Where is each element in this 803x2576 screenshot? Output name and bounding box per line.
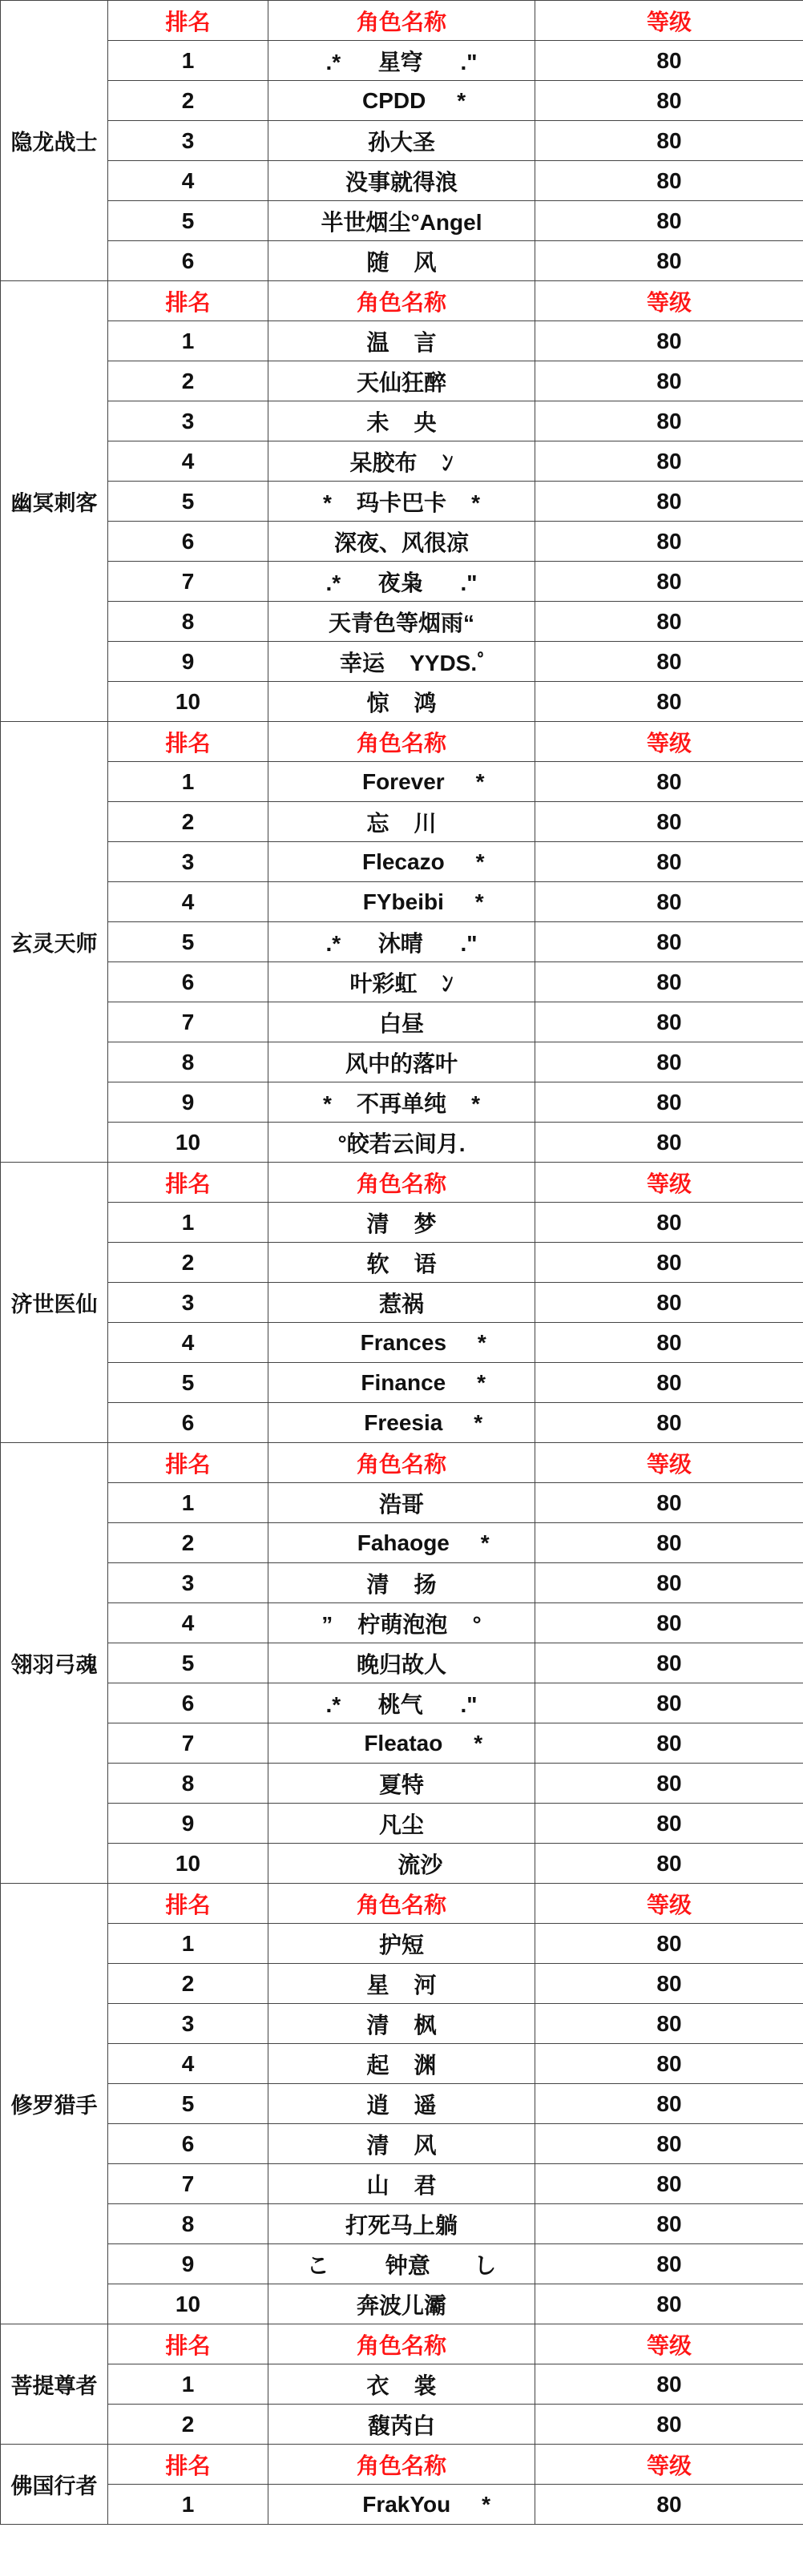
level-cell: 80 bbox=[535, 2485, 803, 2525]
group-header-row bbox=[1, 2445, 803, 2485]
rank-cell: 5 bbox=[108, 1363, 268, 1403]
character-name-cell: 衣 裳 bbox=[268, 2364, 535, 2405]
table-row bbox=[1, 361, 803, 401]
level-cell: 80 bbox=[535, 602, 803, 642]
table-row bbox=[1, 962, 803, 1002]
level-cell: 80 bbox=[535, 682, 803, 722]
level-cell: 80 bbox=[535, 1683, 803, 1723]
group-header-row bbox=[1, 2324, 803, 2364]
rank-cell: 1 bbox=[108, 2364, 268, 2405]
level-cell: 80 bbox=[535, 41, 803, 81]
rank-cell: 6 bbox=[108, 2124, 268, 2164]
group-header-row bbox=[1, 1, 803, 41]
character-name-cell: 惹祸 bbox=[268, 1283, 535, 1323]
table-row bbox=[1, 602, 803, 642]
header-name-cell: 角色名称 bbox=[268, 2445, 535, 2485]
rank-cell: 6 bbox=[108, 241, 268, 281]
level-cell: 80 bbox=[535, 2284, 803, 2324]
rank-cell: 7 bbox=[108, 1723, 268, 1764]
level-cell: 80 bbox=[535, 922, 803, 962]
character-name-cell: 清 梦 bbox=[268, 1203, 535, 1243]
rank-cell: 3 bbox=[108, 842, 268, 882]
table-row bbox=[1, 1924, 803, 1964]
character-name-cell: 深夜、风很凉 bbox=[268, 522, 535, 562]
table-row bbox=[1, 2204, 803, 2244]
class-name-cell: 翎羽弓魂 bbox=[1, 1443, 108, 1884]
character-name-cell: FYbeibi * bbox=[268, 882, 535, 922]
rank-cell: 5 bbox=[108, 482, 268, 522]
rank-cell: 9 bbox=[108, 1082, 268, 1123]
character-name-cell: 逍 遥 bbox=[268, 2084, 535, 2124]
character-name-cell: 山 君 bbox=[268, 2164, 535, 2204]
table-row bbox=[1, 642, 803, 682]
character-name-cell: ” 柠萌泡泡 ° bbox=[268, 1603, 535, 1643]
level-cell: 80 bbox=[535, 361, 803, 401]
character-name-cell: Flecazo * bbox=[268, 842, 535, 882]
table-row bbox=[1, 2004, 803, 2044]
header-name-cell: 角色名称 bbox=[268, 1443, 535, 1483]
level-cell: 80 bbox=[535, 321, 803, 361]
character-name-cell: 白昼 bbox=[268, 1002, 535, 1042]
table-row bbox=[1, 2244, 803, 2284]
table-row bbox=[1, 922, 803, 962]
level-cell: 80 bbox=[535, 2084, 803, 2124]
level-cell: 80 bbox=[535, 1203, 803, 1243]
table-row bbox=[1, 1683, 803, 1723]
level-cell: 80 bbox=[535, 201, 803, 241]
rank-cell: 1 bbox=[108, 1483, 268, 1523]
level-cell: 80 bbox=[535, 522, 803, 562]
character-name-cell: 夏特 bbox=[268, 1764, 535, 1804]
table-row bbox=[1, 161, 803, 201]
rank-cell: 6 bbox=[108, 962, 268, 1002]
table-row bbox=[1, 522, 803, 562]
character-name-cell: .* 星穹 ." bbox=[268, 41, 535, 81]
table-row bbox=[1, 2485, 803, 2525]
character-name-cell: 温 言 bbox=[268, 321, 535, 361]
character-name-cell: 流沙 bbox=[268, 1844, 535, 1884]
character-name-cell: 风中的落叶 bbox=[268, 1042, 535, 1082]
header-name-cell: 角色名称 bbox=[268, 1163, 535, 1203]
character-name-cell: Freesia * bbox=[268, 1403, 535, 1443]
table-row bbox=[1, 1283, 803, 1323]
level-cell: 80 bbox=[535, 1563, 803, 1603]
character-name-cell: 起 渊 bbox=[268, 2044, 535, 2084]
rank-cell: 3 bbox=[108, 1283, 268, 1323]
table-row bbox=[1, 1603, 803, 1643]
level-cell: 80 bbox=[535, 2364, 803, 2405]
header-level-cell: 等级 bbox=[535, 281, 803, 321]
rank-cell: 5 bbox=[108, 922, 268, 962]
character-name-cell: 软 语 bbox=[268, 1243, 535, 1283]
table-row bbox=[1, 321, 803, 361]
table-row bbox=[1, 1723, 803, 1764]
rank-cell: 10 bbox=[108, 1844, 268, 1884]
level-cell: 80 bbox=[535, 1042, 803, 1082]
table-row bbox=[1, 201, 803, 241]
level-cell: 80 bbox=[535, 1844, 803, 1884]
rank-cell: 8 bbox=[108, 1764, 268, 1804]
character-name-cell: .* 桃气 ." bbox=[268, 1683, 535, 1723]
table-row bbox=[1, 1323, 803, 1363]
level-cell: 80 bbox=[535, 81, 803, 121]
rank-cell: 5 bbox=[108, 201, 268, 241]
table-row bbox=[1, 2364, 803, 2405]
level-cell: 80 bbox=[535, 562, 803, 602]
table-row bbox=[1, 482, 803, 522]
class-name-cell: 修罗猎手 bbox=[1, 1884, 108, 2324]
table-row bbox=[1, 1804, 803, 1844]
character-name-cell: 天仙狂醉 bbox=[268, 361, 535, 401]
level-cell: 80 bbox=[535, 1323, 803, 1363]
header-level-cell: 等级 bbox=[535, 1884, 803, 1924]
character-name-cell: 清 枫 bbox=[268, 2004, 535, 2044]
header-name-cell: 角色名称 bbox=[268, 2324, 535, 2364]
class-name-cell: 玄灵天师 bbox=[1, 722, 108, 1163]
character-name-cell: 叶彩虹 ﾝ bbox=[268, 962, 535, 1002]
rank-cell: 6 bbox=[108, 1683, 268, 1723]
header-name-cell: 角色名称 bbox=[268, 1884, 535, 1924]
table-row bbox=[1, 1643, 803, 1683]
table-row bbox=[1, 1243, 803, 1283]
rank-cell: 1 bbox=[108, 2485, 268, 2525]
rank-cell: 9 bbox=[108, 2244, 268, 2284]
rank-cell: 2 bbox=[108, 2405, 268, 2445]
character-name-cell: 奔波儿灞 bbox=[268, 2284, 535, 2324]
level-cell: 80 bbox=[535, 802, 803, 842]
character-name-cell: .* 夜枭 ." bbox=[268, 562, 535, 602]
header-level-cell: 等级 bbox=[535, 1163, 803, 1203]
table-row bbox=[1, 1002, 803, 1042]
rank-cell: 10 bbox=[108, 682, 268, 722]
character-name-cell: 没事就得浪 bbox=[268, 161, 535, 201]
rank-cell: 4 bbox=[108, 1603, 268, 1643]
level-cell: 80 bbox=[535, 1403, 803, 1443]
character-name-cell: 未 央 bbox=[268, 401, 535, 441]
header-rank-cell: 排名 bbox=[108, 722, 268, 762]
table-row bbox=[1, 1844, 803, 1884]
table-row bbox=[1, 1523, 803, 1563]
level-cell: 80 bbox=[535, 2405, 803, 2445]
level-cell: 80 bbox=[535, 2204, 803, 2244]
character-name-cell: 忘 川 bbox=[268, 802, 535, 842]
level-cell: 80 bbox=[535, 1924, 803, 1964]
table-row bbox=[1, 401, 803, 441]
table-row bbox=[1, 121, 803, 161]
header-name-cell: 角色名称 bbox=[268, 281, 535, 321]
level-cell: 80 bbox=[535, 121, 803, 161]
table-row bbox=[1, 562, 803, 602]
rank-cell: 4 bbox=[108, 161, 268, 201]
rank-cell: 1 bbox=[108, 1203, 268, 1243]
rank-cell: 2 bbox=[108, 1523, 268, 1563]
rank-cell: 2 bbox=[108, 361, 268, 401]
character-name-cell: 清 风 bbox=[268, 2124, 535, 2164]
level-cell: 80 bbox=[535, 1523, 803, 1563]
character-name-cell: 天青色等烟雨“ bbox=[268, 602, 535, 642]
table-body bbox=[1, 1, 803, 2525]
level-cell: 80 bbox=[535, 1764, 803, 1804]
table-row bbox=[1, 2164, 803, 2204]
table-row bbox=[1, 2124, 803, 2164]
rank-cell: 1 bbox=[108, 762, 268, 802]
rank-cell: 4 bbox=[108, 882, 268, 922]
table-row bbox=[1, 1082, 803, 1123]
rank-cell: 9 bbox=[108, 642, 268, 682]
header-level-cell: 等级 bbox=[535, 1443, 803, 1483]
level-cell: 80 bbox=[535, 1483, 803, 1523]
level-cell: 80 bbox=[535, 962, 803, 1002]
table-row bbox=[1, 81, 803, 121]
table-row bbox=[1, 1363, 803, 1403]
rank-cell: 8 bbox=[108, 1042, 268, 1082]
group-header-row bbox=[1, 281, 803, 321]
header-rank-cell: 排名 bbox=[108, 1, 268, 41]
level-cell: 80 bbox=[535, 1363, 803, 1403]
character-name-cell: Forever * bbox=[268, 762, 535, 802]
table-row bbox=[1, 441, 803, 482]
header-name-cell: 角色名称 bbox=[268, 1, 535, 41]
character-name-cell: 凡尘 bbox=[268, 1804, 535, 1844]
level-cell: 80 bbox=[535, 2004, 803, 2044]
character-name-cell: Fahaoge * bbox=[268, 1523, 535, 1563]
rank-cell: 2 bbox=[108, 81, 268, 121]
table-row bbox=[1, 1483, 803, 1523]
rank-cell: 6 bbox=[108, 522, 268, 562]
rank-cell: 4 bbox=[108, 2044, 268, 2084]
header-name-cell: 角色名称 bbox=[268, 722, 535, 762]
table-row bbox=[1, 2084, 803, 2124]
character-name-cell: 惊 鸿 bbox=[268, 682, 535, 722]
header-level-cell: 等级 bbox=[535, 1, 803, 41]
group-header-row bbox=[1, 722, 803, 762]
table-row bbox=[1, 1563, 803, 1603]
character-name-cell: 星 河 bbox=[268, 1964, 535, 2004]
header-rank-cell: 排名 bbox=[108, 1163, 268, 1203]
header-level-cell: 等级 bbox=[535, 722, 803, 762]
level-cell: 80 bbox=[535, 241, 803, 281]
character-name-cell: 半世烟尘°Angel bbox=[268, 201, 535, 241]
rank-cell: 9 bbox=[108, 1804, 268, 1844]
rank-cell: 8 bbox=[108, 602, 268, 642]
rank-cell: 1 bbox=[108, 41, 268, 81]
level-cell: 80 bbox=[535, 1643, 803, 1683]
character-name-cell: Frances * bbox=[268, 1323, 535, 1363]
character-name-cell: Finance * bbox=[268, 1363, 535, 1403]
table-row bbox=[1, 1403, 803, 1443]
header-rank-cell: 排名 bbox=[108, 281, 268, 321]
level-cell: 80 bbox=[535, 1002, 803, 1042]
character-name-cell: FrakYou * bbox=[268, 2485, 535, 2525]
level-cell: 80 bbox=[535, 441, 803, 482]
level-cell: 80 bbox=[535, 2124, 803, 2164]
table-row bbox=[1, 882, 803, 922]
level-cell: 80 bbox=[535, 1283, 803, 1323]
rank-cell: 4 bbox=[108, 441, 268, 482]
class-name-cell: 菩提尊者 bbox=[1, 2324, 108, 2445]
rank-cell: 2 bbox=[108, 802, 268, 842]
character-name-cell: 随 风 bbox=[268, 241, 535, 281]
character-name-cell: 晚归故人 bbox=[268, 1643, 535, 1683]
rank-cell: 5 bbox=[108, 2084, 268, 2124]
class-name-cell: 幽冥刺客 bbox=[1, 281, 108, 722]
level-cell: 80 bbox=[535, 482, 803, 522]
character-name-cell: CPDD * bbox=[268, 81, 535, 121]
rank-cell: 10 bbox=[108, 1123, 268, 1163]
rank-cell: 2 bbox=[108, 1243, 268, 1283]
character-name-cell: 护短 bbox=[268, 1924, 535, 1964]
character-name-cell: 浩哥 bbox=[268, 1483, 535, 1523]
level-cell: 80 bbox=[535, 882, 803, 922]
table-row bbox=[1, 1964, 803, 2004]
character-name-cell: * 不再单纯 * bbox=[268, 1082, 535, 1123]
rank-cell: 2 bbox=[108, 1964, 268, 2004]
level-cell: 80 bbox=[535, 762, 803, 802]
group-header-row bbox=[1, 1163, 803, 1203]
table-row bbox=[1, 682, 803, 722]
rank-cell: 3 bbox=[108, 1563, 268, 1603]
rank-cell: 7 bbox=[108, 1002, 268, 1042]
group-header-row bbox=[1, 1884, 803, 1924]
level-cell: 80 bbox=[535, 2044, 803, 2084]
level-cell: 80 bbox=[535, 842, 803, 882]
rank-cell: 7 bbox=[108, 2164, 268, 2204]
header-rank-cell: 排名 bbox=[108, 2445, 268, 2485]
header-rank-cell: 排名 bbox=[108, 1884, 268, 1924]
rank-cell: 7 bbox=[108, 562, 268, 602]
rank-cell: 8 bbox=[108, 2204, 268, 2244]
character-name-cell: * 玛卡巴卡 * bbox=[268, 482, 535, 522]
level-cell: 80 bbox=[535, 401, 803, 441]
level-cell: 80 bbox=[535, 1123, 803, 1163]
rank-cell: 4 bbox=[108, 1323, 268, 1363]
table-row bbox=[1, 2405, 803, 2445]
rank-cell: 3 bbox=[108, 121, 268, 161]
header-rank-cell: 排名 bbox=[108, 1443, 268, 1483]
level-cell: 80 bbox=[535, 1603, 803, 1643]
level-cell: 80 bbox=[535, 2244, 803, 2284]
character-name-cell: 呆胶布 ﾝ bbox=[268, 441, 535, 482]
rank-cell: 3 bbox=[108, 2004, 268, 2044]
character-name-cell: 清 扬 bbox=[268, 1563, 535, 1603]
rank-cell: 6 bbox=[108, 1403, 268, 1443]
table-row bbox=[1, 41, 803, 81]
level-cell: 80 bbox=[535, 1964, 803, 2004]
table-row bbox=[1, 241, 803, 281]
character-name-cell: 馥芮白 bbox=[268, 2405, 535, 2445]
rank-cell: 3 bbox=[108, 401, 268, 441]
header-level-cell: 等级 bbox=[535, 2324, 803, 2364]
character-name-cell: 打死马上躺 bbox=[268, 2204, 535, 2244]
level-cell: 80 bbox=[535, 161, 803, 201]
table-row bbox=[1, 2284, 803, 2324]
level-cell: 80 bbox=[535, 2164, 803, 2204]
character-name-cell: 幸运 YYDS.ﾟ bbox=[268, 642, 535, 682]
table-row bbox=[1, 1203, 803, 1243]
table-row bbox=[1, 1123, 803, 1163]
character-name-cell: .* 沐晴 ." bbox=[268, 922, 535, 962]
table-row bbox=[1, 842, 803, 882]
rank-cell: 1 bbox=[108, 1924, 268, 1964]
level-cell: 80 bbox=[535, 642, 803, 682]
character-name-cell: こ 钟意 し bbox=[268, 2244, 535, 2284]
table-row bbox=[1, 802, 803, 842]
level-cell: 80 bbox=[535, 1723, 803, 1764]
character-name-cell: °皎若云间月. bbox=[268, 1123, 535, 1163]
character-name-cell: 孙大圣 bbox=[268, 121, 535, 161]
table-row bbox=[1, 1042, 803, 1082]
header-rank-cell: 排名 bbox=[108, 2324, 268, 2364]
header-level-cell: 等级 bbox=[535, 2445, 803, 2485]
class-name-cell: 隐龙战士 bbox=[1, 1, 108, 281]
rank-cell: 10 bbox=[108, 2284, 268, 2324]
class-name-cell: 济世医仙 bbox=[1, 1163, 108, 1443]
table-row bbox=[1, 2044, 803, 2084]
rank-cell: 1 bbox=[108, 321, 268, 361]
level-cell: 80 bbox=[535, 1243, 803, 1283]
group-header-row bbox=[1, 1443, 803, 1483]
character-name-cell: Fleatao * bbox=[268, 1723, 535, 1764]
class-name-cell: 佛国行者 bbox=[1, 2445, 108, 2525]
rank-cell: 5 bbox=[108, 1643, 268, 1683]
level-cell: 80 bbox=[535, 1082, 803, 1123]
level-cell: 80 bbox=[535, 1804, 803, 1844]
table-row bbox=[1, 1764, 803, 1804]
table-row bbox=[1, 762, 803, 802]
